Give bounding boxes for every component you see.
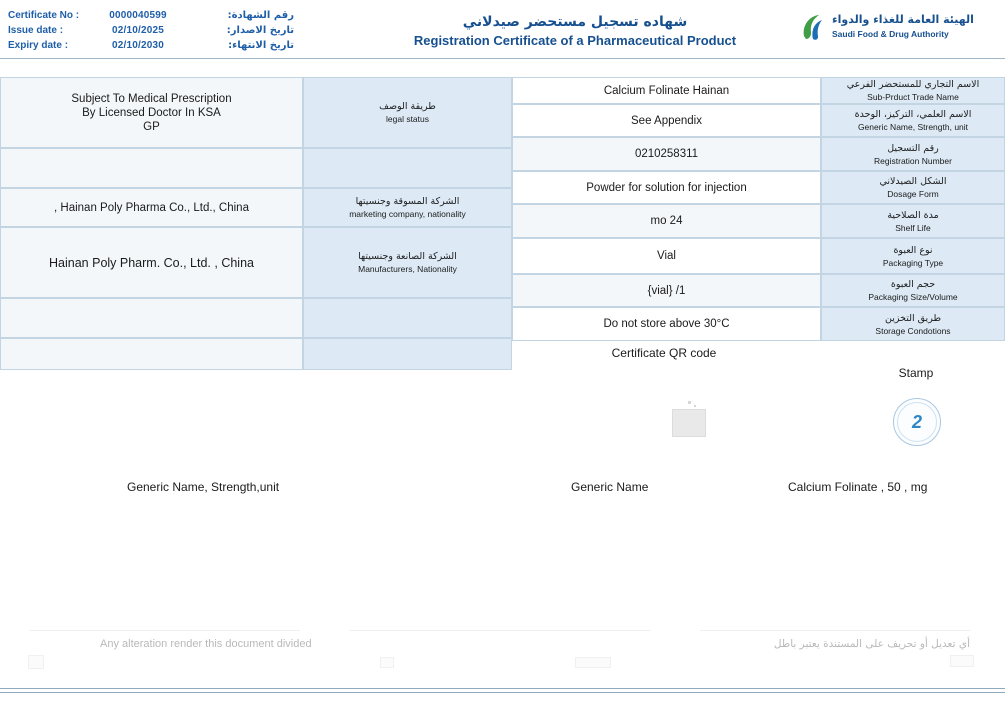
legal-status-line-2: By Licensed Doctor In KSA xyxy=(82,106,221,119)
qr-caption: Certificate QR code xyxy=(611,346,717,360)
footer-ghost-line-2 xyxy=(350,630,650,631)
blank-left-label-2 xyxy=(303,298,512,338)
page-bottom-rule xyxy=(0,688,1005,693)
table-row xyxy=(512,307,821,341)
footer-ghost-line-1 xyxy=(30,630,300,631)
sfda-logo xyxy=(800,12,974,42)
footer-ghost-box-2 xyxy=(380,657,394,668)
table-row xyxy=(512,104,821,137)
certificate-header xyxy=(0,0,1005,59)
packaging-size-label-ar: حجم العبوة xyxy=(890,279,936,290)
shelf-life-label-cell xyxy=(821,204,1005,238)
blank-left-label-1 xyxy=(303,148,512,188)
marketing-company-label-cell xyxy=(303,188,512,227)
certificate-meta-block xyxy=(8,8,358,53)
dosage-form-label-cell xyxy=(821,171,1005,204)
shelf-life-label-ar: مدة الصلاحية xyxy=(887,209,939,221)
packaging-size-label-en: Packaging Size/Volume xyxy=(868,292,958,302)
footer-ghost-line-3 xyxy=(700,630,970,631)
packaging-type-label-ar: نوع العبوة xyxy=(893,244,933,256)
stamp-label: Stamp xyxy=(898,366,934,380)
shelf-life-value: mo 24 xyxy=(650,215,683,227)
marketing-company-value: , Hainan Poly Pharma Co., Ltd., China xyxy=(54,201,249,214)
registration-number-label-en: Registration Number xyxy=(874,155,952,166)
storage-conditions-label-cell xyxy=(821,307,1005,341)
issue-date-value: 02/10/2025 xyxy=(111,25,165,36)
manufacturer-value: Hainan Poly Pharm. Co., Ltd. , China xyxy=(49,255,254,270)
issue-date-label-ar: تاريخ الاصدار: xyxy=(226,25,294,36)
registration-number-value: 0210258311 xyxy=(634,148,699,160)
sfda-logo-text xyxy=(832,13,974,41)
table-row xyxy=(512,238,821,274)
storage-conditions-label-en: Storage Condotions xyxy=(875,325,951,336)
packaging-type-value: Vial xyxy=(657,250,676,262)
packaging-size-label-cell xyxy=(821,274,1005,307)
expiry-date-label-ar: تاريخ الانتهاء: xyxy=(228,40,294,51)
appendix-header-left: Generic Name, Strength,unit xyxy=(127,480,280,494)
table-row xyxy=(0,298,303,338)
footer-ghost-box-3 xyxy=(575,657,611,668)
packaging-type-label-cell xyxy=(821,238,1005,274)
authority-name-en: Saudi Food & Drug Authority xyxy=(832,29,949,39)
page-title-ar: شهاده تسجيل مستحضر صيدلاني xyxy=(462,14,688,30)
marketing-company-label-en: marketing company, nationality xyxy=(349,209,466,219)
sub-product-trade-name-value: Calcium Folinate Hainan xyxy=(603,84,730,97)
storage-conditions-value: Do not store above 30°C xyxy=(603,318,730,330)
generic-name-strength-label-en: Generic Name, Strength, unit xyxy=(857,122,969,132)
page-title xyxy=(360,12,790,50)
generic-name-strength-value: See Appendix xyxy=(631,114,702,127)
legal-status-value xyxy=(71,92,231,134)
sub-product-trade-name-label-cell xyxy=(821,77,1005,104)
table-row xyxy=(512,204,821,238)
legal-status-label-en: legal status xyxy=(386,114,429,124)
table-row xyxy=(0,77,303,148)
ghost-text-1 xyxy=(30,162,270,174)
table-row xyxy=(0,227,303,298)
page-title-en: Registration Certificate of a Pharmaceutical Product xyxy=(413,33,737,48)
legal-status-line-1: Subject To Medical Prescription xyxy=(71,92,232,105)
issue-date-row xyxy=(8,23,358,38)
sub-product-trade-name-label-ar: الاسم التجاري للمستحضر الفرعي xyxy=(846,79,980,90)
table-row xyxy=(0,188,303,227)
blank-left-label-3 xyxy=(303,338,512,370)
footer-note-en: Any alteration render this document divided xyxy=(100,638,312,650)
sub-product-trade-name-label-en: Sub-Prduct Trade Name xyxy=(867,92,959,102)
storage-conditions-label-ar: طريق التخزين xyxy=(884,312,942,324)
manufacturer-label-ar: الشركة الصانعة وجنسيتها xyxy=(358,251,457,262)
legal-status-label-cell xyxy=(303,77,512,148)
manufacturer-label-cell xyxy=(303,227,512,298)
sfda-logo-icon xyxy=(800,12,826,42)
qr-code-icon xyxy=(664,395,716,447)
authority-name-ar: الهيئة العامة للغذاء والدواء xyxy=(832,13,974,26)
certificate-no-label: Certificate No : xyxy=(8,10,80,21)
certificate-no-row xyxy=(8,8,358,23)
registration-number-label-ar: رقم التسجيل xyxy=(887,142,939,154)
manufacturer-label-en: Manufacturers, Nationality xyxy=(358,264,457,274)
dosage-form-label-en: Dosage Form xyxy=(887,189,939,199)
appendix-value-right: Calcium Folinate , 50 , mg xyxy=(788,480,928,494)
expiry-date-row xyxy=(8,38,358,53)
legal-status-label-ar: طريقة الوصف xyxy=(379,101,436,112)
marketing-company-label-ar: الشركة المسوقة وجنسيتها xyxy=(355,196,460,207)
dosage-form-label-ar: الشكل الصيدلاني xyxy=(879,176,947,187)
table-row xyxy=(512,171,821,204)
generic-name-strength-label-ar: الاسم العلمي، التركيز، الوحدة xyxy=(854,109,972,120)
table-row xyxy=(512,137,821,171)
issue-date-label: Issue date : xyxy=(8,25,64,36)
generic-name-strength-label-cell xyxy=(821,104,1005,137)
certificate-no-label-ar: رقم الشهادة: xyxy=(227,10,294,21)
shelf-life-label-en: Shelf Life xyxy=(895,222,931,233)
legal-status-line-3: GP xyxy=(143,120,160,133)
table-row xyxy=(0,338,303,370)
dosage-form-value: Powder for solution for injection xyxy=(586,181,747,194)
footer-ghost-box-4 xyxy=(950,655,974,667)
appendix-header-center: Generic Name xyxy=(571,480,649,494)
expiry-date-label: Expiry date : xyxy=(8,40,69,51)
footer-ghost-box-1 xyxy=(28,655,44,669)
table-row xyxy=(512,274,821,307)
footer-note-ar: أي تعديل أو تحريف على المستندة يعتبر باطل xyxy=(773,638,970,650)
registration-number-label-cell xyxy=(821,137,1005,171)
expiry-date-value: 02/10/2030 xyxy=(111,40,165,51)
packaging-type-label-en: Packaging Type xyxy=(882,257,944,268)
certificate-no-value: 0000040599 xyxy=(109,10,167,21)
packaging-size-value: {vial} /1 xyxy=(647,284,686,297)
official-stamp-icon: 2 xyxy=(893,398,941,446)
table-row xyxy=(512,77,821,104)
